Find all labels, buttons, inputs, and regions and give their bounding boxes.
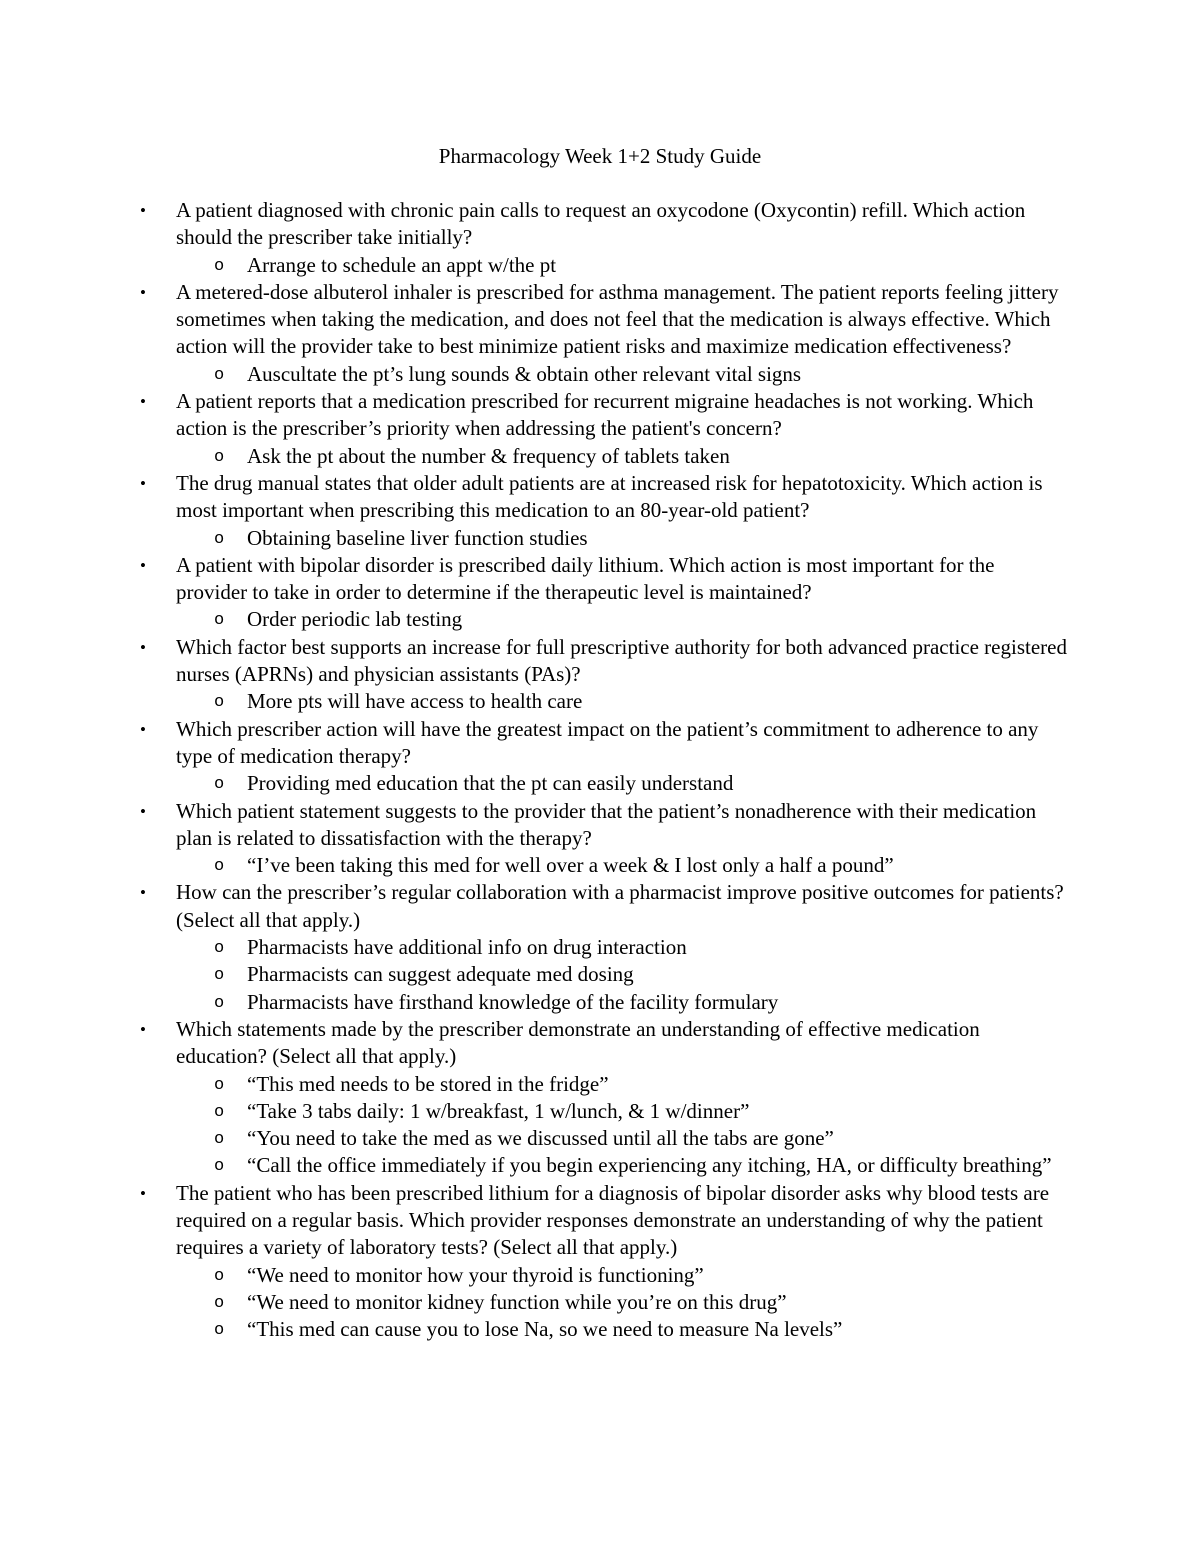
- answer-text: Pharmacists can suggest adequate med dosing: [247, 962, 634, 987]
- question-text: Which statements made by the prescriber demonstrate an understanding of effective medication education? (Select all that apply.): [176, 1016, 980, 1069]
- answer-text: Arrange to schedule an appt w/the pt: [247, 252, 557, 277]
- answer-item: [176, 688, 1070, 715]
- answer-item: [176, 1098, 1070, 1125]
- bullet-icon: •: [140, 392, 146, 412]
- question-text: A patient diagnosed with chronic pain calls to request an oxycodone (Oxycontin) refill. Which action should the prescriber take initially?: [176, 198, 1026, 250]
- sub-bullet-icon: o: [214, 775, 225, 795]
- question-item: [0, 1016, 1200, 1180]
- bullet-icon: •: [140, 801, 146, 821]
- answer-item: [176, 934, 1070, 961]
- question-text: The patient who has been prescribed lithium for a diagnosis of bipolar disorder asks why blood tests are required on a regular basis. Which provider responses demonstrate an understanding of why the patient requires a variety of laboratory tests? (Select all that apply.): [176, 1180, 1050, 1260]
- question-text: A metered-dose albuterol inhaler is prescribed for asthma management. The patient reports feeling jittery sometimes when taking the medication, and does not feel that the medication is always effective. Which action will the provider take to best minimize patient risks and maximize medication effectiveness?: [176, 279, 1059, 359]
- question-text: A patient reports that a medication prescribed for recurrent migraine headaches is not working. Which action is the prescriber’s priority when addressing the patient's concern?: [176, 389, 1034, 441]
- question-item: [0, 798, 1200, 880]
- answer-list: [176, 443, 1070, 470]
- answer-list: [176, 934, 1070, 1016]
- question-list: [0, 197, 1200, 1343]
- answer-list: [176, 525, 1070, 552]
- answer-text: Pharmacists have firsthand knowledge of the facility formulary: [247, 989, 779, 1014]
- answer-list: [176, 688, 1070, 715]
- sub-bullet-icon: o: [214, 447, 225, 467]
- question-text: How can the prescriber’s regular collaboration with a pharmacist improve positive outcomes for patients? (Select all that apply.): [176, 880, 1064, 932]
- answer-text: Obtaining baseline liver function studies: [247, 525, 588, 550]
- page-title: Pharmacology Week 1+2 Study Guide: [438, 144, 762, 168]
- sub-bullet-icon: o: [214, 256, 225, 276]
- question-text: Which prescriber action will have the greatest impact on the patient’s commitment to adherence to any type of medication therapy?: [176, 716, 1039, 768]
- question-item: [0, 552, 1200, 634]
- answer-item: [176, 525, 1070, 552]
- answer-item: [176, 1262, 1070, 1289]
- sub-bullet-icon: o: [214, 1157, 225, 1177]
- answer-text: “Call the office immediately if you begin experiencing any itching, HA, or difficulty breathing”: [247, 1153, 1052, 1178]
- sub-bullet-icon: o: [214, 1130, 225, 1150]
- answer-list: [176, 770, 1070, 797]
- question-item: [0, 1180, 1200, 1344]
- answer-text: “Take 3 tabs daily: 1 w/breakfast, 1 w/lunch, & 1 w/dinner”: [247, 1098, 750, 1123]
- bullet-icon: •: [140, 201, 146, 220]
- answer-item: [176, 361, 1070, 388]
- sub-bullet-icon: o: [214, 1266, 225, 1286]
- answer-list: [176, 1262, 1070, 1344]
- question-item: [0, 279, 1200, 388]
- sub-bullet-icon: o: [214, 611, 225, 631]
- sub-bullet-icon: o: [214, 857, 225, 877]
- answer-item: [176, 443, 1070, 470]
- question-text: Which patient statement suggests to the provider that the patient’s nonadherence with their medication plan is related to dissatisfaction with the therapy?: [176, 798, 1037, 850]
- sub-bullet-icon: o: [214, 1102, 225, 1122]
- answer-item: [176, 1071, 1070, 1098]
- answer-item: [176, 1125, 1070, 1152]
- answer-list: [176, 252, 1070, 279]
- bullet-icon: •: [140, 555, 146, 575]
- answer-item: [176, 770, 1070, 797]
- answer-item: [176, 606, 1070, 633]
- question-item: [0, 634, 1200, 716]
- answer-list: [176, 852, 1070, 879]
- sub-bullet-icon: o: [214, 966, 225, 986]
- question-item: [0, 879, 1200, 1015]
- sub-bullet-icon: o: [214, 939, 225, 959]
- question-item: [0, 197, 1200, 279]
- answer-item: [176, 252, 1070, 279]
- answer-text: More pts will have access to health care: [247, 689, 583, 714]
- answer-text: Pharmacists have additional info on drug interaction: [247, 935, 687, 960]
- question-text: A patient with bipolar disorder is prescribed daily lithium. Which action is most important for the provider to take in order to determine if the therapeutic level is maintained?: [176, 552, 995, 605]
- answer-text: “This med needs to be stored in the fridge”: [247, 1071, 609, 1096]
- answer-item: [176, 989, 1070, 1016]
- question-item: [0, 716, 1200, 798]
- bullet-icon: •: [140, 719, 146, 739]
- answer-text: “We need to monitor kidney function while you’re on this drug”: [247, 1289, 787, 1314]
- answer-list: [176, 1071, 1070, 1180]
- bullet-icon: •: [140, 637, 146, 657]
- sub-bullet-icon: o: [214, 993, 225, 1013]
- bullet-icon: •: [140, 883, 146, 903]
- sub-bullet-icon: o: [214, 1075, 225, 1095]
- question-text: The drug manual states that older adult patients are at increased risk for hepatotoxicity. Which action is most important when prescribing this medication to an 80-year-old patient?: [176, 470, 1043, 523]
- question-item: [0, 388, 1200, 470]
- bullet-icon: •: [140, 473, 146, 493]
- answer-item: [176, 1152, 1070, 1179]
- answer-list: [176, 606, 1070, 633]
- sub-bullet-icon: o: [214, 693, 225, 713]
- answer-item: [176, 852, 1070, 879]
- answer-text: Auscultate the pt’s lung sounds & obtain other relevant vital signs: [247, 361, 802, 386]
- bullet-icon: •: [140, 1183, 146, 1203]
- answer-text: Providing med education that the pt can easily understand: [247, 771, 734, 796]
- answer-list: [176, 361, 1070, 388]
- answer-text: “This med can cause you to lose Na, so we need to measure Na levels”: [247, 1317, 843, 1342]
- sub-bullet-icon: o: [214, 1293, 225, 1313]
- answer-item: [176, 1316, 1070, 1343]
- answer-text: Order periodic lab testing: [247, 607, 463, 632]
- answer-text: “We need to monitor how your thyroid is functioning”: [247, 1262, 704, 1287]
- question-item: [0, 470, 1200, 552]
- answer-text: “You need to take the med as we discussed until all the tabs are gone”: [247, 1126, 834, 1151]
- sub-bullet-icon: o: [214, 529, 225, 549]
- question-text: Which factor best supports an increase for full prescriptive authority for both advanced practice registered nurses (APRNs) and physician assistants (PAs)?: [176, 634, 1067, 687]
- answer-item: [176, 1289, 1070, 1316]
- answer-item: [176, 961, 1070, 988]
- answer-text: “I’ve been taking this med for well over a week & I lost only a half a pound”: [247, 853, 894, 878]
- sub-bullet-icon: o: [214, 365, 225, 385]
- answer-text: Ask the pt about the number & frequency of tablets taken: [247, 443, 730, 468]
- bullet-icon: •: [140, 1019, 146, 1039]
- bullet-icon: •: [140, 282, 146, 302]
- sub-bullet-icon: o: [214, 1321, 225, 1341]
